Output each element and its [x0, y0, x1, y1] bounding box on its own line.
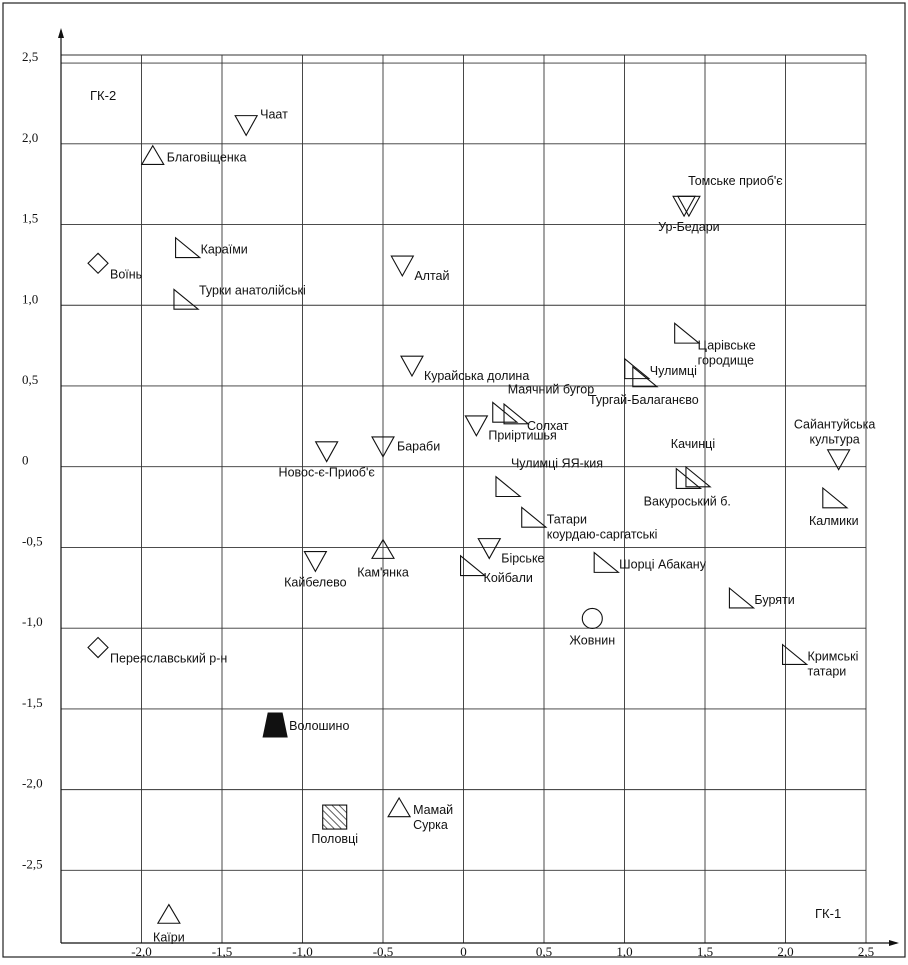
- triangle-down-marker: [478, 539, 500, 559]
- right-triangle-marker: [625, 359, 649, 379]
- right-triangle-marker: [461, 556, 485, 576]
- point-label-line: Бараби: [397, 439, 441, 454]
- point-label-line: Кримські: [807, 649, 859, 664]
- x-axis-arrow: [889, 940, 899, 946]
- point-label-line: городище: [697, 353, 754, 368]
- point-label-тургай-балаганєво: [589, 393, 699, 407]
- axes: [58, 28, 899, 946]
- right-triangle-marker: [594, 553, 618, 573]
- point-label-чаат: [260, 107, 288, 121]
- triangle-down-marker: [673, 196, 695, 216]
- x-axis-label: ГК-1: [815, 906, 842, 921]
- point-label-line: Сайантуйська: [793, 417, 876, 432]
- point-label-шорці-абакану: [619, 558, 707, 572]
- point-label-царівське-городище: [698, 338, 756, 367]
- point-labels: [110, 107, 875, 944]
- point-label-line: Кайбелево: [284, 575, 347, 590]
- point-label-line: Караїми: [200, 242, 248, 257]
- data-points: [88, 116, 850, 924]
- point-label-каїри: [153, 931, 185, 945]
- x-tick-label: -0,5: [372, 944, 394, 959]
- point-label-приіртишья: [488, 429, 556, 443]
- point-label-бірське: [501, 551, 544, 565]
- point-label-line: Жовнин: [569, 633, 616, 648]
- triangle-down-marker: [678, 196, 700, 216]
- triangle-down-marker: [304, 552, 326, 572]
- point-label-line: Приіртишья: [488, 428, 557, 443]
- point-label-line: Воїнь: [110, 267, 143, 282]
- point-label-line: Маячний бугор: [507, 382, 595, 397]
- diamond-marker: [88, 638, 108, 658]
- right-triangle-marker: [522, 507, 546, 527]
- point-label-line: Чулимці: [649, 363, 697, 378]
- y-tick-label: 1,5: [22, 210, 39, 226]
- point-label-сайантуйська-культура: [794, 418, 876, 447]
- right-triangle-marker: [823, 488, 847, 508]
- point-label-качинці: [671, 437, 715, 451]
- point-label-line: Сурка: [413, 817, 448, 832]
- triangle-up-marker: [158, 905, 180, 924]
- point-label-новос-є-приоб-є: [279, 466, 376, 480]
- point-label-буряти: [754, 593, 794, 607]
- point-label-кайбелево: [284, 575, 347, 589]
- point-label-половці: [311, 832, 358, 846]
- x-tick-label: -2,0: [131, 944, 152, 959]
- point-label-вакуроський-б: [644, 495, 731, 509]
- hatched-square-marker: [323, 805, 347, 829]
- point-label-волошино: [289, 719, 349, 733]
- point-label-line: Турки анатолійські: [198, 283, 306, 298]
- y-tick-label: -1,0: [22, 614, 43, 630]
- point-label-line: Кам'янка: [357, 565, 409, 580]
- point-label-line: Татари: [546, 512, 587, 527]
- point-label-благовіщенка: [167, 151, 247, 165]
- point-label-воїнь: [110, 267, 142, 281]
- right-triangle-marker: [783, 645, 807, 665]
- right-triangle-marker: [676, 469, 700, 489]
- y-tick-label: 2,5: [22, 49, 39, 65]
- y-axis-label: ГК-2: [90, 88, 117, 103]
- y-tick-label: 1,0: [22, 291, 39, 307]
- x-tick-label: -1,5: [211, 944, 233, 959]
- right-triangle-marker: [496, 477, 520, 497]
- point-label-курайська-долина: [424, 369, 529, 383]
- point-label-томське-приоб-є: [688, 174, 783, 188]
- point-label-line: Бірське: [501, 551, 545, 566]
- point-label-line: культура: [809, 432, 860, 447]
- x-tick-label: 2,5: [857, 944, 875, 959]
- point-label-line: Калмики: [809, 514, 859, 528]
- point-label-line: Качинці: [670, 437, 716, 452]
- point-label-койбали: [484, 571, 533, 585]
- triangle-down-marker: [401, 356, 423, 376]
- y-tick-label: 0: [22, 452, 29, 468]
- right-triangle-marker: [174, 289, 198, 309]
- y-tick-label: 2,0: [22, 129, 39, 145]
- point-label-line: Благовіщенка: [166, 150, 247, 165]
- point-label-line: Чулимці ЯЯ-кия: [510, 456, 604, 471]
- point-label-чулимці: [650, 364, 697, 378]
- point-label-line: Шорці Абакану: [619, 557, 706, 572]
- right-triangle-marker: [176, 238, 200, 258]
- y-tick-label: -2,0: [22, 775, 43, 791]
- point-label-line: Половці: [311, 832, 359, 847]
- triangle-down-marker: [465, 416, 487, 436]
- point-label-line: Переяславський р-н: [110, 651, 228, 666]
- point-label-чулимці-яя-кия: [511, 457, 603, 471]
- right-triangle-marker: [729, 588, 753, 608]
- point-label-line: Алтай: [414, 268, 450, 283]
- x-tick-label: 2,0: [777, 944, 794, 959]
- filled-trapezoid-marker: [263, 713, 287, 737]
- point-label-line: Мамай: [413, 802, 454, 817]
- y-tick-label: -2,5: [22, 856, 43, 872]
- x-tick-label: -1,0: [292, 944, 313, 959]
- point-label-татари-коурдаю-саргатські: [547, 512, 658, 541]
- point-label-line: Буряти: [754, 593, 795, 608]
- x-tick-label: 0: [460, 944, 467, 959]
- point-label-кам-янка: [357, 566, 409, 580]
- point-label-line: Вакуроський б.: [643, 494, 731, 509]
- right-triangle-marker: [686, 467, 710, 487]
- point-label-line: коурдаю-саргатські: [546, 527, 658, 542]
- point-label-line: Царівське: [697, 338, 756, 353]
- point-label-line: татари: [807, 664, 847, 679]
- point-label-кримські-татари: [808, 650, 859, 679]
- y-tick-label: 0,5: [22, 371, 39, 387]
- point-label-line: Чаат: [260, 107, 288, 122]
- x-tick-label: 1,0: [616, 944, 633, 959]
- point-label-турки-анатолійські: [199, 283, 306, 297]
- point-label-line: Томське приоб'є: [688, 174, 783, 189]
- triangle-down-marker: [235, 116, 257, 136]
- triangle-up-marker: [388, 798, 410, 817]
- x-tick-label: 1,5: [696, 944, 714, 959]
- x-tick-label: 0,5: [535, 944, 553, 959]
- point-label-маячний-бугор: [508, 382, 594, 396]
- triangle-up-marker: [142, 146, 164, 165]
- grid-lines: [61, 55, 866, 943]
- point-label-калмики: [809, 514, 859, 528]
- point-label-line: Койбали: [483, 570, 533, 585]
- point-label-переяславський-р-н: [110, 652, 227, 666]
- point-label-line: Новос-є-Приоб'є: [278, 465, 375, 480]
- point-label-бараби: [397, 440, 440, 454]
- point-label-line: Курайська долина: [423, 368, 530, 383]
- point-label-line: Каїри: [153, 930, 185, 945]
- triangle-down-marker: [316, 442, 338, 462]
- point-label-алтай: [414, 269, 449, 283]
- circle-marker: [582, 608, 602, 628]
- point-label-жовнин: [569, 633, 615, 647]
- point-label-ур-бедари: [658, 220, 720, 234]
- y-tick-label: -0,5: [22, 533, 43, 549]
- point-label-line: Волошино: [289, 719, 350, 734]
- point-label-line: Ур-Бедари: [658, 220, 720, 235]
- y-tick-label: -1,5: [22, 694, 43, 710]
- point-label-караїми: [201, 243, 248, 257]
- point-label-line: Тургай-Балаганєво: [588, 392, 699, 407]
- frame-border: [3, 3, 905, 957]
- right-triangle-marker: [675, 323, 699, 343]
- triangle-down-marker: [391, 256, 413, 276]
- point-label-мамай-сурка: [413, 803, 453, 832]
- y-axis-arrow: [58, 28, 64, 38]
- point-label-line: Солхат: [527, 419, 569, 434]
- diamond-marker: [88, 253, 108, 273]
